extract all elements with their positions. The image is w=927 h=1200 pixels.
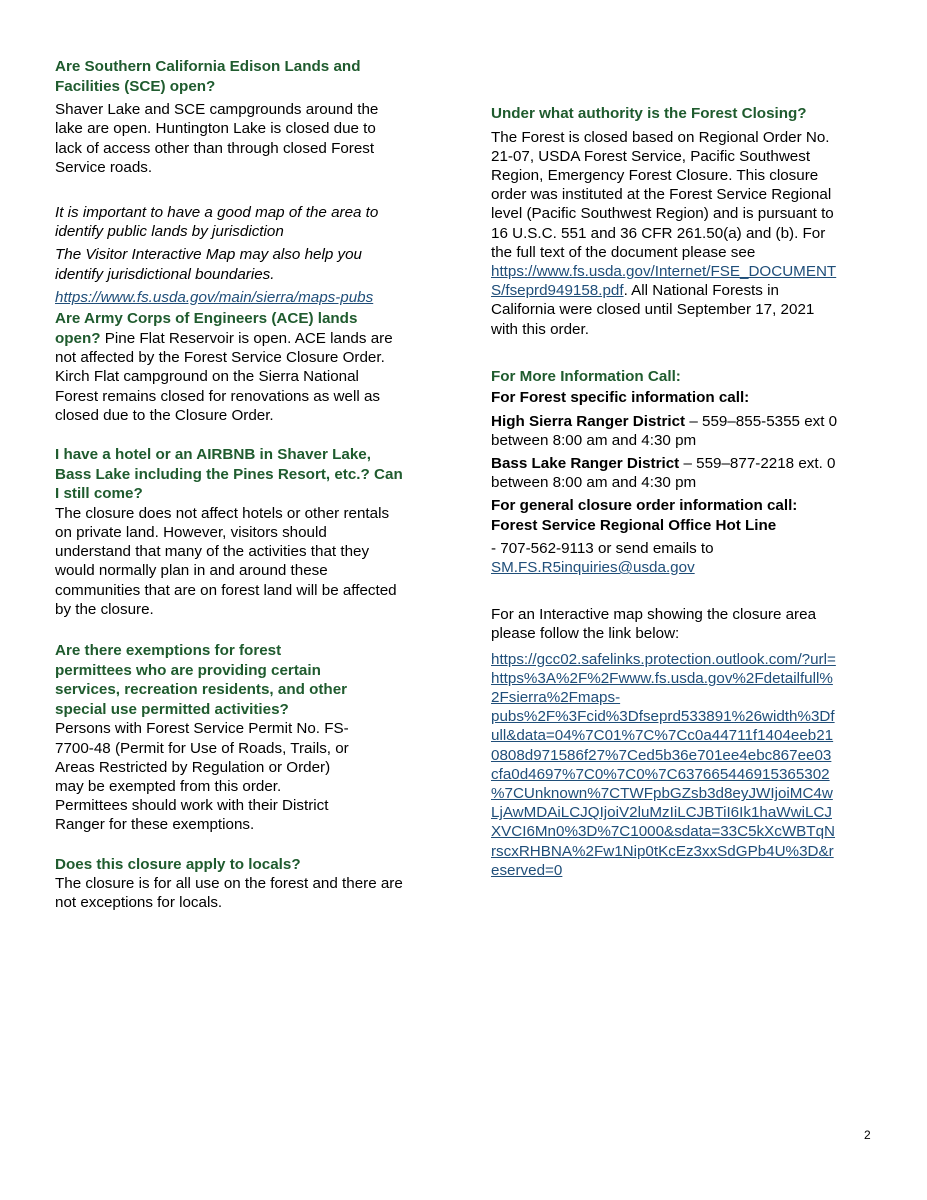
locals-body-line: not exceptions for locals. [55, 894, 223, 912]
bass-lake-hours: between 8:00 am and 4:30 pm [491, 474, 697, 492]
forest-info-label: For Forest specific information call: [491, 389, 750, 407]
map-url-line: 2Fsierra%2Fmaps- [491, 689, 621, 707]
exemptions-heading [55, 641, 450, 719]
sce-section [55, 57, 450, 177]
authority-heading: Under what authority is the Forest Closing? [491, 105, 807, 122]
spacer [491, 339, 881, 367]
authority-body-line: 21-07, USDA Forest Service, Pacific Southwest [491, 147, 811, 165]
hotel-body [55, 504, 450, 619]
ace-section [55, 309, 450, 425]
locals-body [55, 874, 450, 912]
exemptions-body-line: Areas Restricted by Regulation or Order) [55, 758, 331, 776]
map-url-line: https%3A%2F%2Fwww.fs.usda.gov%2Fdetailfull% [491, 669, 833, 687]
ace-body-line: Forest remains closed for renovations as well as [55, 387, 380, 405]
map-note-line2 [55, 245, 450, 283]
authority-after-link: . All National Forests in [623, 282, 779, 300]
map-url-line: pubs%2F%3Fcid%3Dfseprd533891%26width%3Df [491, 708, 835, 726]
sce-heading-line: Are Southern California Edison Lands and [55, 58, 361, 75]
exemptions-heading-line: services, recreation residents, and other [55, 681, 348, 699]
general-info-label-line: For general closure order information call: [491, 497, 798, 515]
sce-body-line: Shaver Lake and SCE campgrounds around the [55, 101, 379, 119]
map-intro [491, 605, 881, 643]
high-sierra-phone: – 559–855-5355 ext 0 [685, 412, 838, 430]
exemptions-section [55, 641, 450, 835]
authority-body-line: with this order. [491, 320, 589, 338]
interactive-map-link[interactable] [491, 650, 881, 880]
sce-body-line: lake are open. Huntington Lake is closed due to [55, 120, 376, 138]
map-note-text: The Visitor Interactive Map may also help you [55, 246, 362, 264]
locals-section [55, 855, 450, 913]
exemptions-body-line: Permittees should work with their District [55, 797, 329, 815]
general-contact [491, 539, 881, 577]
spacer [55, 425, 450, 445]
exemptions-body-line: Persons with Forest Service Permit No. FS- [55, 720, 349, 738]
hotel-heading-line: I have a hotel or an AIRBNB in Shaver Lake, [55, 446, 371, 464]
authority-body-line: the full text of the document please see [491, 243, 756, 261]
general-info-label-line: Forest Service Regional Office Hot Line [491, 516, 777, 534]
ace-heading-line: Are Army Corps of Engineers (ACE) lands [55, 310, 358, 328]
map-note-line1 [55, 203, 450, 241]
sce-body-line: lack of access other than through closed Forest [55, 139, 375, 157]
authority-body-line: 16 U.S.C. 551 and 36 CFR 261.50(a) and (b). For [491, 224, 826, 242]
hotel-body-line: communities that are on forest land will be affected [55, 581, 397, 599]
map-url-line: ull&data=04%7C01%7C%7Cc0a44711f1404eeb21 [491, 727, 834, 745]
map-note-section [55, 203, 450, 307]
right-column [491, 104, 881, 880]
bass-lake-contact [491, 454, 881, 492]
map-intro-line: please follow the link below: [491, 625, 680, 643]
ace-body-line: closed due to the Closure Order. [55, 406, 274, 424]
map-url-line: rscxRHBNA%2Fw1Nip0tKcEz3xxSdGPb4U%3D&r [491, 842, 834, 860]
bass-lake-name: Bass Lake Ranger District [491, 455, 680, 473]
exemptions-body-line: 7700-48 (Permit for Use of Roads, Trails, or [55, 739, 349, 757]
map-note-text: It is important to have a good map of the area to [55, 204, 379, 221]
hotel-body-line: would normally plan in and around these [55, 562, 328, 580]
map-note-text: identify public lands by jurisdiction [55, 223, 284, 241]
map-note-text: identify jurisdictional boundaries. [55, 265, 275, 283]
authority-body-line: order was instituted at the Forest Service Regional [491, 186, 832, 204]
high-sierra-contact [491, 412, 881, 450]
regional-order-link-line: https://www.fs.usda.gov/Internet/FSE_DOCUMENT [491, 263, 837, 281]
exemptions-heading-line: special use permitted activities? [55, 700, 289, 718]
map-section [491, 605, 881, 880]
hotel-body-line: by the closure. [55, 600, 154, 618]
left-column [55, 57, 450, 913]
spacer [491, 577, 881, 605]
map-url-line: eserved=0 [491, 861, 563, 879]
map-url-line: XVCI6Mn0%3D%7C1000&sdata=33C5kXcWBTqN [491, 823, 835, 841]
ace-paragraph [55, 309, 450, 425]
ace-body-line: Kirch Flat campground on the Sierra National [55, 368, 359, 386]
map-url-line: %7CUnknown%7CTWFpbGZsb3d8eyJWIjoiMC4w [491, 785, 833, 803]
hotel-section [55, 445, 450, 619]
ace-body-first: Pine Flat Reservoir is open. ACE lands are [100, 329, 393, 347]
map-url-line: https://gcc02.safelinks.protection.outlook.com/?url= [491, 650, 836, 668]
high-sierra-hours: between 8:00 am and 4:30 pm [491, 431, 697, 449]
spacer [55, 619, 450, 641]
bass-lake-phone: – 559–877-2218 ext. 0 [679, 455, 836, 473]
hotel-body-line: The closure does not affect hotels or other rentals [55, 504, 390, 522]
info-heading: For More Information Call: [491, 367, 681, 385]
authority-section [491, 104, 881, 339]
map-url-line: 0808d971586f27%7Ced5b36e701ee4ebc867ee03 [491, 746, 832, 764]
regional-order-link-line: S/fseprd949158.pdf [491, 282, 624, 300]
exemptions-heading-line: Are there exemptions for forest [55, 642, 282, 660]
general-phone: - 707-562-9113 or send emails to [491, 539, 714, 557]
hotel-heading-line: I still come? [55, 485, 143, 503]
exemptions-body-line: Ranger for these exemptions. [55, 816, 255, 834]
email-link[interactable]: SM.FS.R5inquiries@usda.gov [491, 559, 695, 577]
authority-body-line: level (Pacific Southwest Region) and is pursuant to [491, 205, 834, 223]
hotel-heading [55, 445, 450, 504]
spacer [55, 835, 450, 855]
spacer [55, 177, 450, 203]
authority-body-line: The Forest is closed based on Regional Order No. [491, 128, 830, 146]
hotel-heading-line: Bass Lake including the Pines Resort, etc.? Can [55, 465, 403, 483]
sce-heading-line: Facilities (SCE) open? [55, 77, 216, 95]
general-info-label [491, 496, 881, 534]
locals-heading: Does this closure apply to locals? [55, 855, 301, 873]
authority-body-line: California were closed until September 17, 2021 [491, 301, 815, 319]
map-note-link-line [55, 288, 450, 307]
map-url-line: cfa0d4697%7C0%7C0%7C637665446915365302 [491, 765, 830, 783]
map-url-block [491, 650, 881, 880]
exemptions-heading-line: permittees who are providing certain [55, 661, 321, 679]
info-section [491, 367, 881, 577]
ace-heading-line: open? [55, 329, 101, 347]
sce-body [55, 100, 450, 177]
high-sierra-name: High Sierra Ranger District [491, 412, 686, 430]
authority-body-line: Region, Emergency Forest Closure. This closure [491, 167, 819, 184]
map-intro-line: For an Interactive map showing the closure area [491, 606, 817, 624]
sce-body-line: Service roads. [55, 158, 153, 176]
authority-body [491, 128, 881, 339]
ace-body-line: not affected by the Forest Service Closure Order. [55, 349, 385, 367]
exemptions-body [55, 719, 450, 834]
exemptions-body-line: may be exempted from this order. [55, 778, 282, 795]
hotel-body-line: understand that many of the activities that they [55, 543, 370, 561]
page-number: 2 [864, 1128, 871, 1142]
sce-heading [55, 57, 450, 96]
locals-body-line: The closure is for all use on the forest and there are [55, 875, 403, 893]
map-url-line: LjAwMDAiLCJQIjoiV2luMzIiLCJBTiI6Ik1haWwiLCJ [491, 804, 832, 822]
hotel-body-line: on private land. However, visitors should [55, 524, 327, 541]
maps-pubs-link[interactable]: https://www.fs.usda.gov/main/sierra/maps-pubs [55, 288, 374, 306]
